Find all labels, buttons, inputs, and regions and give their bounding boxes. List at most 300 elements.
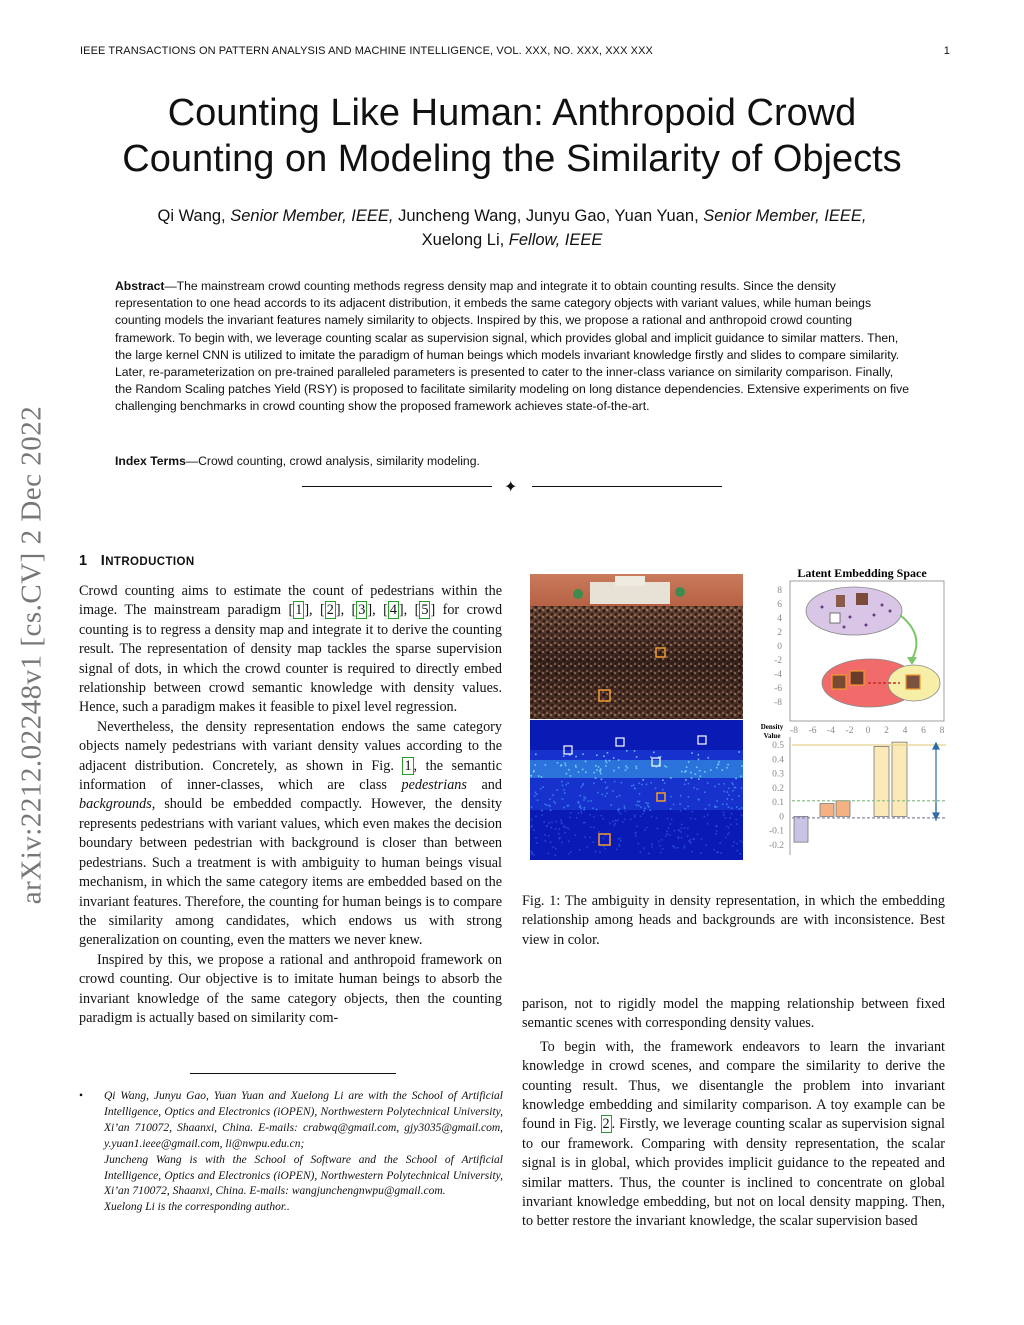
density-speckle [649, 809, 651, 811]
density-speckle [662, 848, 664, 850]
density-speckle [582, 753, 584, 755]
patch-icon [850, 671, 864, 685]
density-speckle [738, 751, 740, 753]
density-speckle [701, 839, 703, 841]
density-speckle [718, 783, 720, 785]
density-speckle [552, 794, 554, 796]
density-speckle [726, 798, 728, 800]
density-speckle [638, 843, 640, 845]
density-speckle [544, 803, 546, 805]
density-speckle [619, 838, 621, 840]
density-speckle [735, 778, 737, 780]
density-speckle [684, 845, 686, 847]
density-speckle [533, 770, 535, 772]
density-speckle [742, 841, 743, 843]
density-speckle [726, 803, 728, 805]
density-speckle [736, 823, 738, 825]
density-speckle [595, 765, 597, 767]
density-speckle [548, 822, 550, 824]
density-speckle [568, 840, 570, 842]
footnote-bullet: • [79, 1090, 84, 1102]
density-speckle [691, 851, 693, 853]
density-speckle [680, 795, 682, 797]
footnote-affiliation-1: Qi Wang, Junyu Gao, Yuan Yuan and Xuelong Li are with the School of Artificial Intelligence, Optics and Electronics (iOPEN), Northwestern Polytechnical University, Xi’an 710072, Shaanxi, China. E-mails: crabwq@gmail.com, gjy3035@gmail.com, y.yuan1.ieee@gmail.com, li@nwpu.edu.cn; [104, 1090, 503, 1150]
density-speckle [716, 806, 718, 808]
density-speckle [727, 764, 729, 766]
density-speckle [697, 754, 699, 756]
density-speckle [640, 852, 642, 854]
density-speckle [555, 821, 557, 823]
density-speckle [693, 838, 695, 840]
density-speckle [569, 817, 571, 819]
density-speckle [531, 806, 533, 808]
density-speckle [678, 837, 680, 839]
density-label-2: Value [763, 732, 781, 740]
density-speckle [723, 814, 725, 816]
index-terms [115, 454, 910, 468]
density-speckle [681, 837, 683, 839]
author-text: Xuelong Li, [421, 231, 509, 249]
density-speckle [622, 821, 624, 823]
patch-icon [836, 595, 845, 607]
patch-icon [830, 613, 840, 623]
density-speckle [605, 765, 607, 767]
density-speckle [548, 835, 550, 837]
density-speckle [728, 794, 730, 796]
density-speckle [707, 814, 709, 816]
density-speckle [722, 803, 724, 805]
density-speckle [595, 777, 597, 779]
density-speckle [670, 796, 672, 798]
density-speckle [578, 802, 580, 804]
density-speckle [730, 824, 732, 826]
density-speckle [688, 796, 690, 798]
density-speckle [579, 849, 581, 851]
density-speckle [533, 829, 535, 831]
density-speckle [660, 756, 662, 758]
density-speckle [705, 808, 707, 810]
density-speckle [555, 848, 557, 850]
density-speckle [679, 803, 681, 805]
density-speckle [609, 760, 611, 762]
density-speckle [716, 830, 718, 832]
density-speckle [717, 851, 719, 853]
green-arrow-icon [900, 615, 916, 659]
density-speckle [613, 757, 615, 759]
crowd-photo [530, 574, 743, 719]
text-run: for crowd counting is to regress a density map and integrate it to derive the counting result. The representation of density map tackles the sparse supervision signal of dots, in which the crowd counter is required to directly embed relationship between crowd semantic knowledge with density values. Hence, such a paradigm makes it feasible to pixel level regression. [79, 602, 503, 716]
embed-y-tick: -8 [774, 698, 782, 708]
density-speckle [638, 783, 640, 785]
embed-x-tick: 8 [939, 726, 945, 736]
density-speckle [605, 835, 607, 837]
density-speckle [620, 813, 622, 815]
density-speckle [669, 823, 671, 825]
density-speckle [642, 779, 644, 781]
density-speckle [618, 838, 620, 840]
author-role: Senior Member, IEEE, [703, 207, 867, 225]
density-speckle [636, 804, 638, 806]
density-speckle [548, 805, 550, 807]
patch-icon [856, 593, 868, 605]
density-speckle [616, 796, 618, 798]
density-speckle [559, 838, 561, 840]
density-speckle [651, 846, 653, 848]
emphasis: backgrounds [79, 796, 152, 813]
paragraph: Inspired by this, we propose a rational and anthropoid framework on crowd counting. Our objective is to imitate human beings to absorb the invariant knowledge of the same category objects, then the counting paradigm is actually based on similarity com- [79, 951, 502, 1026]
density-speckle [617, 809, 619, 811]
density-speckle [678, 836, 680, 838]
density-speckle [714, 786, 716, 788]
density-speckle [600, 815, 602, 817]
density-speckle [613, 825, 615, 827]
footnote [79, 1089, 503, 1216]
density-speckle [723, 812, 725, 814]
density-speckle [697, 833, 699, 835]
density-speckle [710, 769, 712, 771]
density-speckle [648, 853, 650, 855]
density-speckle [733, 841, 735, 843]
density-speckle [741, 787, 743, 789]
density-speckle [684, 808, 686, 810]
density-speckle [533, 854, 535, 856]
density-speckle [552, 847, 554, 849]
density-speckle [647, 805, 649, 807]
density-speckle [687, 835, 689, 837]
density-speckle [585, 771, 587, 773]
density-speckle [736, 843, 738, 845]
density-speckle [664, 765, 666, 767]
density-speckle [715, 833, 717, 835]
density-speckle [680, 831, 682, 833]
density-bar [892, 742, 907, 816]
density-speckle [565, 784, 567, 786]
embed-x-tick: 2 [884, 726, 889, 736]
density-speckle [605, 782, 607, 784]
density-speckle [563, 789, 565, 791]
density-speckle [603, 755, 605, 757]
density-speckle [568, 828, 570, 830]
section-number: 1 [79, 553, 88, 569]
density-speckle [600, 768, 602, 770]
density-speckle [631, 785, 633, 787]
density-speckle [636, 825, 638, 827]
density-speckle [561, 781, 563, 783]
density-speckle [531, 819, 533, 821]
density-speckle [723, 791, 725, 793]
density-speckle [657, 828, 659, 830]
density-speckle [574, 834, 576, 836]
embed-x-tick: -2 [845, 726, 854, 736]
density-y-tick: 0.1 [772, 798, 784, 809]
density-speckle [684, 847, 686, 849]
density-speckle [707, 823, 709, 825]
density-speckle [735, 787, 737, 789]
density-speckle [728, 827, 730, 829]
text-run: Nevertheless, the density representation endows the same category objects namely pedestrians with variant density values according to the adjacent distribution. Concretely, as shown in Fig. [79, 718, 502, 774]
caption-label: Fig. 1: [522, 893, 561, 909]
density-speckle [740, 840, 742, 842]
density-speckle [596, 769, 598, 771]
density-speckle [555, 828, 557, 830]
density-speckle [545, 764, 547, 766]
density-speckle [741, 807, 743, 809]
density-speckle [541, 776, 543, 778]
density-bar [874, 746, 889, 816]
citation-link[interactable]: 5 [421, 602, 429, 619]
density-speckle [634, 816, 636, 818]
density-speckle [568, 853, 570, 855]
density-speckle [548, 853, 550, 855]
density-speckle [605, 788, 607, 790]
density-speckle [726, 826, 728, 828]
left-column [79, 582, 502, 1028]
density-speckle [618, 811, 620, 813]
density-speckle [732, 784, 734, 786]
section-divider [302, 478, 722, 496]
density-speckle [672, 845, 674, 847]
density-speckle [713, 849, 715, 851]
index-terms-text: —Crowd counting, crowd analysis, similarity modeling. [185, 454, 480, 468]
density-speckle [558, 833, 560, 835]
density-map [530, 720, 743, 860]
density-label-1: Density [760, 723, 784, 731]
embed-y-tick: -2 [774, 656, 782, 666]
embed-y-tick: -6 [774, 684, 782, 694]
density-speckle [546, 804, 548, 806]
density-speckle [735, 819, 737, 821]
density-speckle [575, 766, 577, 768]
density-speckle [605, 760, 607, 762]
density-speckle [658, 841, 660, 843]
density-speckle [576, 817, 578, 819]
density-speckle [723, 783, 725, 785]
density-speckle [643, 847, 645, 849]
density-speckle [620, 840, 622, 842]
density-speckle [727, 834, 729, 836]
paragraph: Crowd counting aims to estimate the count of pedestrians within the image. The mainstream paradigm [ 1 ], [ 2 ], [ 3 ], [ 4 ], [ 5 ] for crowd counting is to regress a density map and integrate it to derive the counting result. The representation of density map tackles the sparse supervision signal of dots, in which the crowd counter is required to directly embed relationship between crowd semantic knowledge with density values. Hence, such a paradigm makes it feasible to pixel level regression. [79, 583, 503, 716]
density-speckle [618, 844, 620, 846]
density-speckle [695, 773, 697, 775]
density-speckle [704, 791, 706, 793]
density-speckle [694, 818, 696, 820]
density-speckle [698, 778, 700, 780]
density-speckle [616, 849, 618, 851]
density-speckle [596, 754, 598, 756]
density-speckle [609, 823, 611, 825]
density-speckle [619, 845, 621, 847]
embed-x-tick: -8 [790, 726, 798, 736]
density-speckle [688, 783, 690, 785]
density-speckle [661, 839, 663, 841]
density-speckle [536, 793, 538, 795]
density-speckle [541, 814, 543, 816]
density-speckle [690, 817, 692, 819]
embed-y-tick: 6 [777, 600, 782, 610]
density-speckle [704, 816, 706, 818]
density-speckle [664, 782, 666, 784]
paragraph [79, 718, 502, 951]
density-speckle [556, 789, 558, 791]
density-speckle [728, 832, 730, 834]
density-speckle [633, 784, 635, 786]
density-speckle [566, 773, 568, 775]
density-speckle [583, 809, 585, 811]
density-speckle [578, 771, 580, 773]
density-speckle [584, 836, 586, 838]
density-speckle [731, 813, 733, 815]
density-speckle [554, 802, 556, 804]
density-speckle [630, 819, 632, 821]
density-speckle [579, 806, 581, 808]
density-speckle [588, 800, 590, 802]
citation-link[interactable]: 1 [295, 602, 303, 619]
embedding-and-density-chart [750, 565, 950, 865]
text-run: and [466, 777, 502, 794]
density-speckle [562, 785, 564, 787]
paper-title [60, 90, 964, 182]
density-speckle [592, 841, 594, 843]
density-speckle [541, 810, 543, 812]
density-speckle [693, 787, 695, 789]
density-speckle [624, 807, 626, 809]
density-speckle [705, 844, 707, 846]
citation-link[interactable]: 3 [358, 602, 366, 619]
density-speckle [643, 810, 645, 812]
figure-link[interactable]: 2 [602, 1116, 610, 1133]
density-speckle [599, 771, 601, 773]
density-speckle [728, 787, 730, 789]
density-speckle [639, 793, 641, 795]
density-speckle [685, 779, 687, 781]
density-speckle [540, 788, 542, 790]
running-head [80, 45, 950, 57]
density-speckle [678, 829, 680, 831]
density-y-tick: 0.2 [772, 783, 784, 794]
density-speckle [655, 788, 657, 790]
title-line-2: Counting on Modeling the Similarity of Objects [122, 138, 902, 180]
density-speckle [688, 761, 690, 763]
density-bar [820, 804, 834, 817]
citation-link[interactable]: 2 [326, 602, 334, 619]
running-head-text: IEEE TRANSACTIONS ON PATTERN ANALYSIS AND MACHINE INTELLIGENCE, VOL. XXX, NO. XXX, XXX XXX [80, 45, 653, 57]
density-speckle [601, 794, 603, 796]
text-run: . Firstly, we leverage counting scalar as supervision signal to our framework. Comparing with density representation, the scalar signal is in global, which provides implicit guidance to the repeated and similar matters. Thus, the counter is inclined to concentrate on global invariant knowledge embedding, but not on local density mapping. Then, to better restore the invariant knowledge, the scalar supervision based [522, 1116, 946, 1230]
density-speckle [686, 766, 688, 768]
text-run: To begin with, the framework endeavors to learn the invariant knowledge in crowd scenes, and compare the similarity to derive the counting result. Thus, we disentangle the problem into invariant knowledge embedding and similarity comparison. A toy example can be found in Fig. [522, 1038, 945, 1133]
caption-text: The ambiguity in density representation, in which the embedding relationship among heads and backgrounds are with inconsistence. Best view in color. [522, 893, 945, 948]
abstract [115, 278, 910, 416]
density-speckle [590, 826, 592, 828]
density-speckle [558, 828, 560, 830]
density-speckle [646, 784, 648, 786]
density-speckle [543, 821, 545, 823]
abstract-text: —The mainstream crowd counting methods regress density map and integrate it to obtain counting results. Since the density representation to one head accords to its adjacent distribution, it embeds the same category objects with variant values, while human beings counting models the invariant features namely similarity to objects. Inspired by this, we propose a rational and anthropoid crowd counting framework. To begin with, we leverage counting scalar as supervision signal, which provides global and implicit guidance to similar matters. Then, the large kernel CNN is utilized to imitate the paradigm of human beings which models invariant knowledge firstly and slides to compare similarity. Later, re-parameterization on pre-trained paralleled parameters is presented to cater to the inner-class variance on similarity comparison. Finally, the Random Scaling patches Yield (RSY) is proposed to facilitate similarity modeling on long distance dependencies. Extensive experiments on five challenging benchmarks in crowd counting show the proposed framework achieves state-of-the-art. [115, 279, 909, 414]
density-speckle [600, 773, 602, 775]
density-speckle [719, 842, 721, 844]
section-heading [79, 553, 195, 569]
density-speckle [704, 771, 706, 773]
density-speckle [545, 840, 547, 842]
density-speckle [716, 767, 718, 769]
density-speckle [586, 846, 588, 848]
density-speckle [614, 781, 616, 783]
density-speckle [698, 799, 700, 801]
density-speckle [700, 852, 702, 854]
density-speckle [553, 801, 555, 803]
patch-icon [906, 675, 920, 689]
density-speckle [570, 775, 572, 777]
figure-link[interactable]: 1 [404, 757, 412, 774]
density-speckle [614, 823, 616, 825]
author-role: Fellow, IEEE [508, 231, 603, 249]
density-speckle [580, 786, 582, 788]
embed-y-tick: 8 [777, 586, 782, 596]
density-speckle [606, 793, 608, 795]
blue-arrow-icon [933, 743, 939, 821]
density-speckle [741, 815, 743, 817]
density-speckle [601, 779, 603, 781]
footnote-corresponding: Xuelong Li is the corresponding author.. [104, 1201, 290, 1214]
density-speckle [532, 852, 534, 854]
density-speckle [610, 804, 612, 806]
density-speckle [593, 772, 595, 774]
density-speckle [612, 821, 614, 823]
density-speckle [718, 761, 720, 763]
density-speckle [644, 829, 646, 831]
density-speckle [603, 838, 605, 840]
density-speckle [665, 835, 667, 837]
density-speckle [645, 802, 647, 804]
density-speckle [575, 765, 577, 767]
density-speckle [561, 819, 563, 821]
density-speckle [668, 827, 670, 829]
embed-x-tick: -6 [808, 726, 817, 736]
density-speckle [618, 759, 620, 761]
density-speckle [560, 822, 562, 824]
density-speckle [687, 806, 689, 808]
paragraph: parison, not to rigidly model the mapping relationship between fixed semantic scenes with corresponding density values. [522, 996, 945, 1032]
density-speckle [714, 806, 716, 808]
density-speckle [677, 847, 679, 849]
density-speckle [562, 798, 564, 800]
right-column [522, 995, 945, 1232]
density-speckle [567, 782, 569, 784]
density-y-tick: 0 [779, 812, 784, 823]
density-speckle [585, 761, 587, 763]
density-speckle [557, 762, 559, 764]
section-title-rest: NTRODUCTION [105, 556, 195, 568]
density-speckle [634, 815, 636, 817]
density-speckle [550, 841, 552, 843]
density-speckle [625, 769, 627, 771]
density-speckle [673, 804, 675, 806]
density-speckle [725, 837, 727, 839]
density-speckle [614, 820, 616, 822]
density-speckle [583, 822, 585, 824]
density-speckle [687, 828, 689, 830]
density-speckle [696, 788, 698, 790]
author-role: Senior Member, IEEE, [230, 207, 394, 225]
density-speckle [542, 786, 544, 788]
section-title-initial: I [100, 553, 106, 569]
text-run: , should be embedded compactly. However, the density represents pedestrians with variant values, which even makes the decision boundary between pedestrian with background is closer than between pedestrians. Such a treatment is with ambiguity to human beings visual mechanism, in which the same category items are embedded based on the invariant features. Therefore, the counting for human beings is to compare the similarity among candidates, which endows us with strong generalization on counting, even the matters we never knew. [79, 796, 502, 949]
density-speckle [566, 827, 568, 829]
divider-line-left [302, 486, 492, 487]
citation-link[interactable]: 4 [389, 602, 397, 619]
density-speckle [534, 795, 536, 797]
density-speckle [680, 810, 682, 812]
